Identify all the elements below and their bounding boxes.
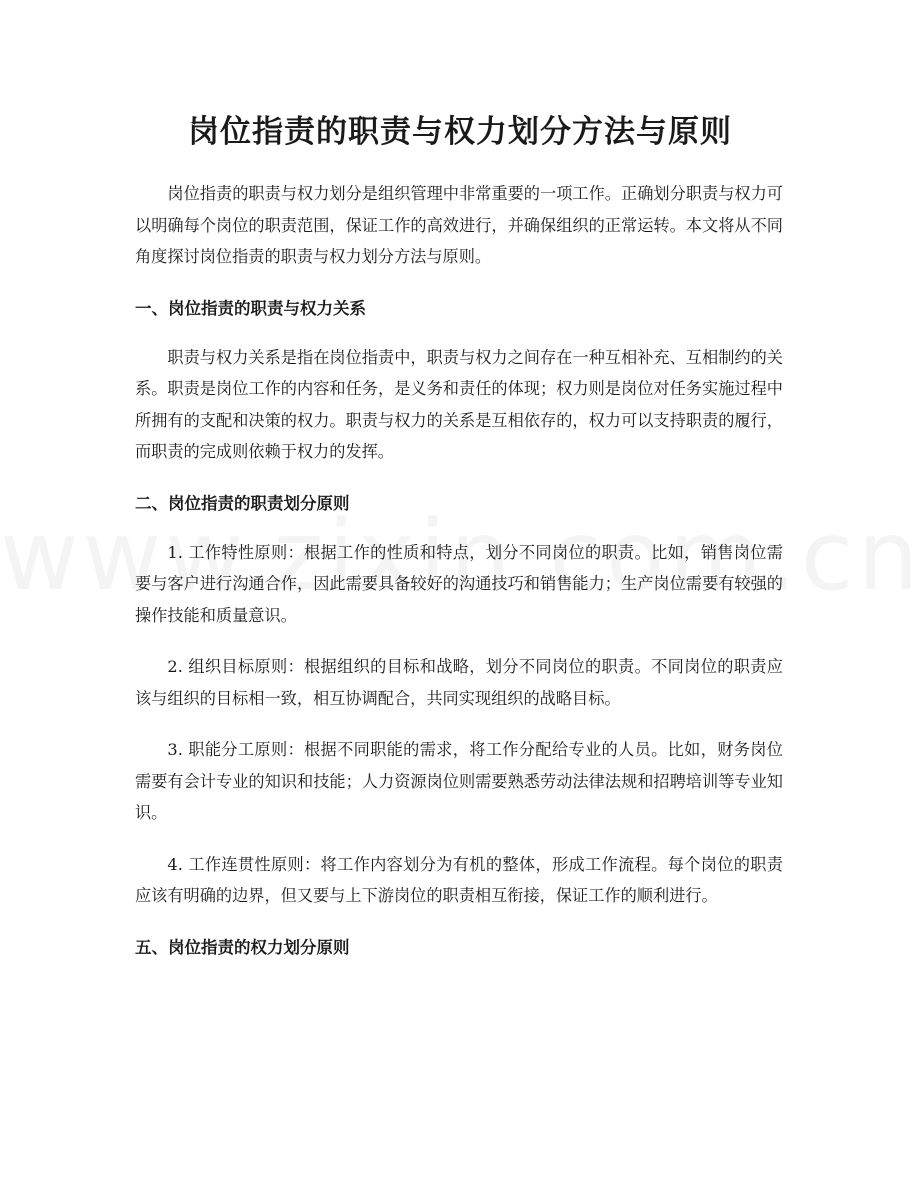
- section-2-paragraph-2: 2. 组织目标原则：根据组织的目标和战略，划分不同岗位的职责。不同岗位的职责应该与组织的目标相一致，相互协调配合，共同实现组织的战略目标。: [135, 657, 783, 708]
- section-heading-3: 五、岗位指责的权力划分原则: [135, 937, 350, 957]
- intro-paragraph: 岗位指责的职责与权力划分是组织管理中非常重要的一项工作。正确划分职责与权力可以明确每个岗位的职责范围，保证工作的高效进行，并确保组织的正常运转。本文将从不同角度探讨岗位指责的职责与权力划分方法与原则。: [135, 184, 783, 266]
- page-title: 岗位指责的职责与权力划分方法与原则: [188, 114, 732, 150]
- document-body: [135, 178, 783, 963]
- section-2-paragraph-4: 4. 工作连贯性原则：将工作内容划分为有机的整体，形成工作流程。每个岗位的职责应该有明确的边界，但又要与上下游岗位的职责相互衔接，保证工作的顺利进行。: [135, 854, 783, 905]
- section-2-paragraph-1: 1. 工作特性原则：根据工作的性质和特点，划分不同岗位的职责。比如，销售岗位需要与客户进行沟通合作，因此需要具备较好的沟通技巧和销售能力；生产岗位需要有较强的操作技能和质量意识。: [135, 542, 783, 625]
- section-heading-2: 二、岗位指责的职责划分原则: [135, 493, 350, 513]
- section-2-paragraph-3: 3. 职能分工原则：根据不同职能的需求，将工作分配给专业的人员。比如，财务岗位需要有会计专业的知识和技能；人力资源岗位则需要熟悉劳动法律法规和招聘培训等专业知识。: [135, 740, 783, 822]
- section-1-paragraph-1: 职责与权力关系是指在岗位指责中，职责与权力之间存在一种互相补充、互相制约的关系。职责是岗位工作的内容和任务，是义务和责任的体现；权力则是岗位对任务实施过程中所拥有的支配和决策的权力。职责与权力的关系是互相依存的，权力可以支持职责的履行，而职责的完成则依赖于权力的发挥。: [135, 347, 783, 461]
- section-heading-1: 一、岗位指责的职责与权力关系: [135, 298, 366, 318]
